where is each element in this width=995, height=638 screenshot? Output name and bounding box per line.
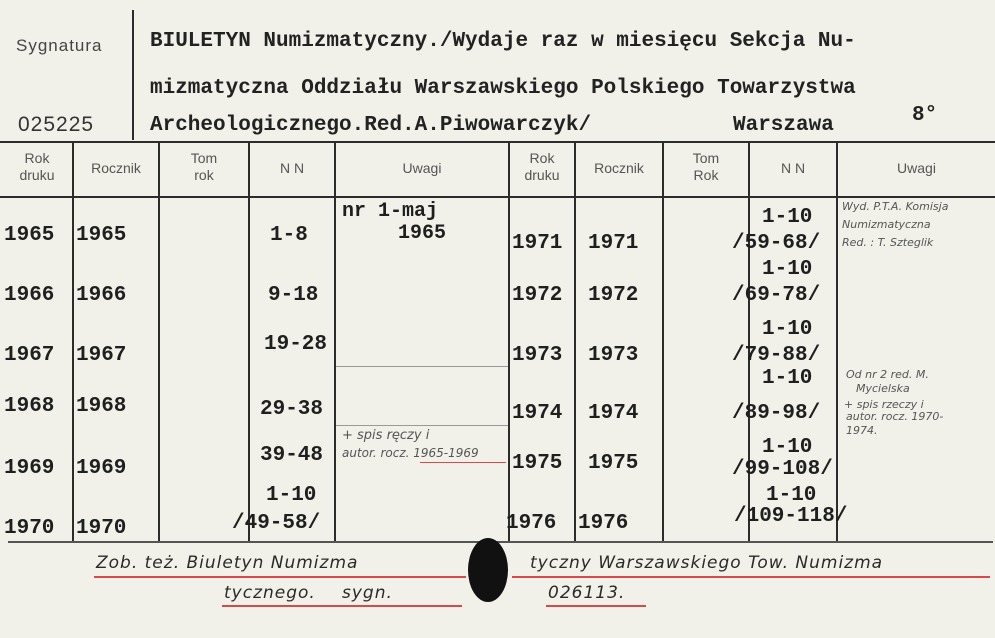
title-line-1: BIULETYN Numizmatyczny./Wydaje raz w miesięcu Sekcja Nu- — [150, 30, 856, 53]
row-nn: /79-88/ — [732, 344, 821, 367]
punch-hole — [468, 538, 508, 602]
footer-underline — [512, 576, 990, 578]
row-rok: 1965 — [4, 224, 55, 247]
table-bottom-rule — [8, 541, 993, 543]
header-bottom-rule — [0, 196, 995, 198]
footer-see-also-cont: tyczny Warszawskiego Tow. Numizma — [530, 553, 884, 573]
col-divider — [334, 141, 336, 541]
row-nn: 1-8 — [270, 224, 308, 247]
col-divider — [72, 141, 74, 541]
header-nn: N N — [780, 160, 806, 176]
footer-see-also-end: tycznego. — [224, 583, 316, 603]
row-rok: 1967 — [4, 344, 55, 367]
header-rok-druku: Rok druku — [19, 150, 55, 183]
row-rocznik: 1967 — [76, 344, 127, 367]
note-editor: Red. : T. Szteglik — [842, 236, 934, 249]
header-rocznik: Rocznik — [594, 160, 644, 176]
title-line-3: Archeologicznego.Red.A.Piwowarczyk/ — [150, 114, 592, 137]
row-rok: 1970 — [4, 517, 55, 540]
row-nn: /109-118/ — [734, 505, 848, 528]
row-rocznik: 1971 — [588, 232, 639, 255]
col-divider — [662, 141, 664, 541]
notes-box — [336, 366, 508, 426]
row-nn: /69-78/ — [732, 284, 821, 307]
footer-sygn-number: 026113. — [548, 583, 626, 603]
row-nn: 39-48 — [260, 444, 324, 467]
row-nn: 9-18 — [268, 284, 319, 307]
row-nn: 29-38 — [260, 398, 324, 421]
signature-label: Sygnatura — [16, 36, 103, 55]
signature-number: 025225 — [18, 113, 95, 136]
row-nn-top: 1-10 — [762, 436, 813, 459]
row-rok: 1971 — [512, 232, 563, 255]
note-spis-range: autor. rocz. 1970- — [846, 410, 944, 423]
row-nn: /89-98/ — [732, 402, 821, 425]
title-line-2: mizmatyczna Oddziału Warszawskiego Polskiego Towarzystwa — [150, 77, 856, 100]
row-rok: 1969 — [4, 457, 55, 480]
note-spis: + spis rzeczy i — [844, 398, 924, 411]
row-nn-top: 1-10 — [766, 484, 817, 507]
row-rocznik: 1966 — [76, 284, 127, 307]
row-rok: 1968 — [4, 395, 55, 418]
note-nr-year: 1965 — [398, 222, 447, 245]
row-nn: /49-58/ — [232, 512, 321, 535]
row-nn-top: 1-10 — [762, 367, 813, 390]
table-top-rule — [0, 141, 995, 143]
note-spis-range: autor. rocz. 1965-1969 — [342, 446, 479, 460]
row-rok: 1973 — [512, 344, 563, 367]
place: Warszawa — [733, 114, 834, 137]
note-publisher: Wyd. P.T.A. Komisja — [842, 200, 949, 213]
row-rok: 1972 — [512, 284, 563, 307]
header-tom-rok: Tom rok — [190, 150, 218, 183]
row-rocznik: 1975 — [588, 452, 639, 475]
row-rocznik: 1973 — [588, 344, 639, 367]
format: 8° — [912, 104, 938, 127]
signature-divider — [132, 10, 134, 140]
row-nn: 19-28 — [264, 333, 328, 356]
row-nn: /99-108/ — [732, 458, 833, 481]
col-divider — [574, 141, 576, 541]
footer-underline — [222, 605, 462, 607]
footer-underline — [546, 605, 646, 607]
footer-see-also: Zob. też. Biuletyn Numizma — [96, 553, 359, 573]
col-divider — [836, 141, 838, 541]
row-rocznik: 1972 — [588, 284, 639, 307]
underline-red — [420, 462, 506, 463]
row-rok: 1974 — [512, 402, 563, 425]
row-nn-top: 1-10 — [762, 206, 813, 229]
row-rok: 1975 — [512, 452, 563, 475]
header-uwagi: Uwagi — [897, 160, 936, 176]
row-nn: /59-68/ — [732, 232, 821, 255]
header-nn: N N — [279, 160, 305, 176]
row-rocznik: 1970 — [76, 517, 127, 540]
col-divider — [248, 141, 250, 541]
footer-sygn-label: sygn. — [342, 583, 393, 603]
row-rocznik: 1968 — [76, 395, 127, 418]
footer-underline — [94, 576, 466, 578]
row-rocznik: 1976 — [578, 512, 629, 535]
note-editor-name: Mycielska — [856, 382, 910, 395]
col-divider — [748, 141, 750, 541]
note-commission: Numizmatyczna — [842, 218, 931, 231]
header-tom-rok: Tom Rok — [692, 150, 720, 183]
note-nr: nr 1-maj — [342, 200, 439, 223]
row-rocznik: 1969 — [76, 457, 127, 480]
note-spis: + spis ręczy i — [342, 428, 430, 443]
row-rok: 1966 — [4, 284, 55, 307]
header-rok-druku: Rok druku — [524, 150, 560, 183]
col-divider — [158, 141, 160, 541]
header-uwagi: Uwagi — [402, 160, 442, 176]
col-divider — [508, 141, 510, 541]
row-rok: 1976 — [506, 512, 557, 535]
row-nn-top: 1-10 — [762, 318, 813, 341]
row-rocznik: 1965 — [76, 224, 127, 247]
row-nn-top: 1-10 — [762, 258, 813, 281]
row-rocznik: 1974 — [588, 402, 639, 425]
header-rocznik: Rocznik — [91, 160, 141, 176]
note-editor-change: Od nr 2 red. M. — [846, 368, 929, 381]
row-nn-top: 1-10 — [266, 484, 317, 507]
note-spis-year: 1974. — [846, 424, 878, 437]
